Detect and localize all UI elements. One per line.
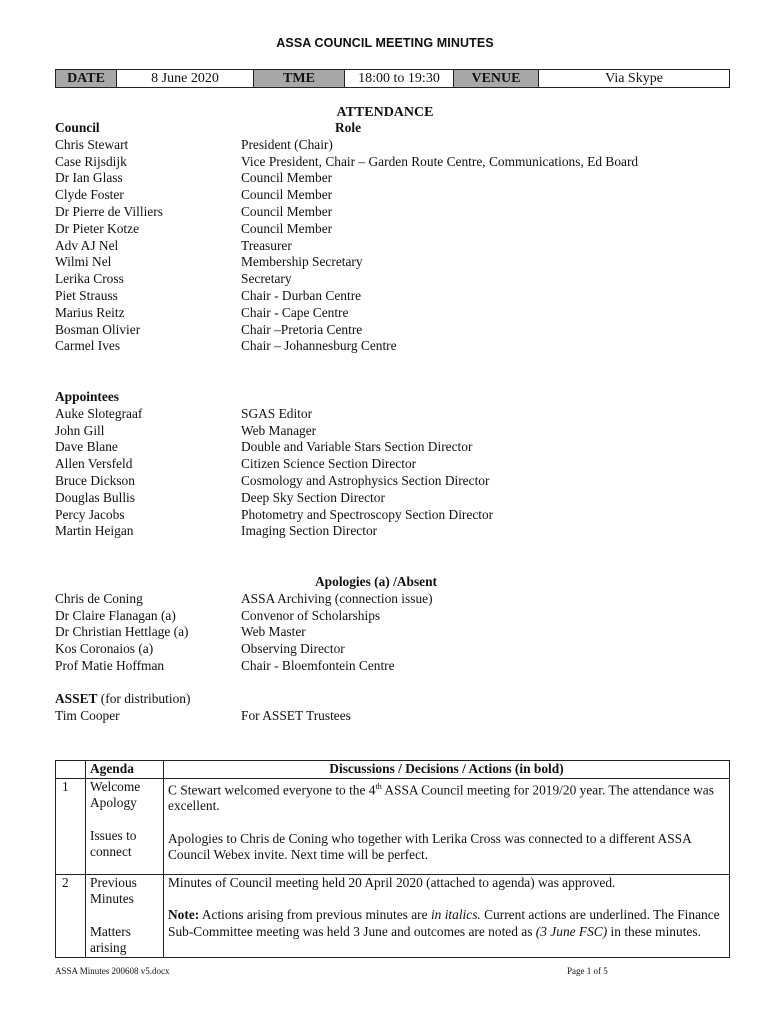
appointees-heading: Appointees bbox=[55, 389, 119, 404]
previous-minutes-text: Minutes of Council meeting held 20 April 2020 (attached to agenda) was approved. bbox=[168, 874, 616, 890]
appointee-role: Double and Variable Stars Section Director bbox=[241, 439, 473, 455]
council-member-role: Council Member bbox=[241, 170, 333, 186]
appointee-row bbox=[55, 423, 735, 440]
council-member-row bbox=[55, 338, 735, 355]
time-value: 18:00 to 19:30 bbox=[345, 70, 454, 88]
appointee-name: John Gill bbox=[55, 422, 105, 438]
appointee-row bbox=[55, 507, 735, 524]
appointee-name: Douglas Bullis bbox=[55, 489, 135, 505]
council-member-name: Case Rijsdijk bbox=[55, 153, 127, 169]
council-member-name: Carmel Ives bbox=[55, 338, 121, 354]
appointee-role: SGAS Editor bbox=[241, 405, 313, 421]
council-member-name: Chris Stewart bbox=[55, 136, 129, 152]
council-member-row bbox=[55, 288, 735, 305]
appointee-role: Web Manager bbox=[241, 422, 317, 438]
agenda-table bbox=[55, 760, 730, 958]
apology-name: Dr Christian Hettlage (a) bbox=[55, 624, 189, 640]
time-label: TME bbox=[254, 70, 345, 88]
council-member-role: Council Member bbox=[241, 220, 333, 236]
asset-heading-note: (for distribution) bbox=[97, 691, 191, 706]
date-value: 8 June 2020 bbox=[117, 70, 254, 88]
agenda-topic-issues: Issues to connect bbox=[90, 827, 137, 859]
council-member-name: Wilmi Nel bbox=[55, 254, 112, 270]
appointee-row bbox=[55, 439, 735, 456]
agenda-row-1 bbox=[56, 778, 730, 874]
appointee-role: Deep Sky Section Director bbox=[241, 489, 385, 505]
appointee-row bbox=[55, 406, 735, 423]
apology-row bbox=[55, 591, 735, 608]
council-member-role: Chair –Pretoria Centre bbox=[241, 321, 363, 337]
asset-section bbox=[55, 691, 735, 725]
council-member-name: Clyde Foster bbox=[55, 187, 124, 203]
appointees-section bbox=[55, 389, 735, 540]
appointee-name: Allen Versfeld bbox=[55, 456, 133, 472]
agenda-item-number: 2 bbox=[56, 874, 86, 957]
council-member-role: Council Member bbox=[241, 187, 333, 203]
role-heading: Role bbox=[335, 120, 362, 135]
appointee-name: Percy Jacobs bbox=[55, 506, 125, 522]
venue-value: Via Skype bbox=[539, 70, 730, 88]
council-member-role: Treasurer bbox=[241, 237, 292, 253]
council-list bbox=[55, 137, 735, 355]
council-member-row bbox=[55, 254, 735, 271]
apology-role: Observing Director bbox=[241, 641, 345, 657]
appointee-row bbox=[55, 490, 735, 507]
appointee-name: Auke Slotegraaf bbox=[55, 405, 143, 421]
appointee-name: Bruce Dickson bbox=[55, 472, 135, 488]
council-member-name: Adv AJ Nel bbox=[55, 237, 119, 253]
appointee-name: Dave Blane bbox=[55, 439, 118, 455]
council-member-row bbox=[55, 204, 735, 221]
council-member-name: Piet Strauss bbox=[55, 287, 118, 303]
apologies-text: Apologies to Chris de Coning who together with Lerika Cross was connected to a different ASSA Council Webex invite. Next time will be perfect. bbox=[168, 830, 692, 863]
apology-row bbox=[55, 658, 735, 675]
council-member-name: Dr Pieter Kotze bbox=[55, 220, 140, 236]
document-title: ASSA COUNCIL MEETING MINUTES bbox=[276, 36, 494, 50]
apology-row bbox=[55, 608, 735, 625]
agenda-column-header: Agenda bbox=[86, 761, 164, 779]
asset-name: Tim Cooper bbox=[55, 707, 120, 723]
council-member-row bbox=[55, 271, 735, 288]
council-member-row bbox=[55, 221, 735, 238]
apology-role: Chair - Bloemfontein Centre bbox=[241, 657, 395, 673]
venue-label: VENUE bbox=[454, 70, 539, 88]
council-member-role: Chair - Cape Centre bbox=[241, 304, 349, 320]
council-member-role: Chair - Durban Centre bbox=[241, 287, 362, 303]
apology-name: Kos Coronaios (a) bbox=[55, 641, 154, 657]
appointee-row bbox=[55, 523, 735, 540]
apology-row bbox=[55, 641, 735, 658]
asset-role: For ASSET Trustees bbox=[241, 707, 351, 723]
footer-filename: ASSA Minutes 200608 v5.docx bbox=[55, 966, 170, 976]
council-member-role: Council Member bbox=[241, 203, 333, 219]
apologies-section bbox=[55, 574, 735, 675]
council-member-role: Secretary bbox=[241, 271, 292, 287]
council-member-row bbox=[55, 187, 735, 204]
appointee-role: Photometry and Spectroscopy Section Director bbox=[241, 506, 494, 522]
council-member-role: President (Chair) bbox=[241, 136, 333, 152]
council-member-row bbox=[55, 305, 735, 322]
matters-arising-note: Note: Actions arising from previous minutes are in italics. Current actions are underlined. The Finance Sub-Committee meeting was held 3 June and outcomes are noted as (3 June FSC) in these minutes. bbox=[168, 907, 720, 939]
council-member-name: Bosman Olivier bbox=[55, 321, 141, 337]
apology-role: Convenor of Scholarships bbox=[241, 607, 381, 623]
council-member-row bbox=[55, 170, 735, 187]
appointee-row bbox=[55, 473, 735, 490]
appointee-role: Citizen Science Section Director bbox=[241, 456, 417, 472]
attendance-title: ATTENDANCE bbox=[336, 105, 434, 120]
apology-name: Prof Matie Hoffman bbox=[55, 657, 165, 673]
welcome-text: C Stewart welcomed everyone to the 4th ASSA Council meeting for 2019/20 year. The attendance was excellent. bbox=[168, 781, 714, 814]
apology-name: Dr Claire Flanagan (a) bbox=[55, 607, 176, 623]
apology-role: Web Master bbox=[241, 624, 306, 640]
council-member-role: Membership Secretary bbox=[241, 254, 363, 270]
council-member-name: Dr Ian Glass bbox=[55, 170, 123, 186]
asset-heading: ASSET bbox=[55, 691, 98, 706]
apology-row bbox=[55, 624, 735, 641]
council-member-role: Chair – Johannesburg Centre bbox=[241, 338, 397, 354]
council-section bbox=[55, 120, 735, 355]
council-member-name: Dr Pierre de Villiers bbox=[55, 203, 163, 219]
date-label: DATE bbox=[56, 70, 117, 88]
council-member-role: Vice President, Chair – Garden Route Centre, Communications, Ed Board bbox=[241, 153, 639, 169]
council-member-row bbox=[55, 137, 735, 154]
council-member-name: Lerika Cross bbox=[55, 271, 124, 287]
council-heading: Council bbox=[55, 120, 100, 135]
appointees-list bbox=[55, 406, 735, 540]
apology-name: Chris de Coning bbox=[55, 590, 143, 606]
agenda-topic-welcome: Welcome bbox=[90, 778, 141, 794]
council-member-row bbox=[55, 238, 735, 255]
agenda-row-2 bbox=[56, 874, 730, 957]
footer-page-number: Page 1 of 5 bbox=[567, 966, 608, 976]
appointee-name: Martin Heigan bbox=[55, 523, 134, 539]
council-member-name: Marius Reitz bbox=[55, 304, 125, 320]
agenda-item-number: 1 bbox=[56, 778, 86, 874]
discussion-column-header: Discussions / Decisions / Actions (in bold) bbox=[164, 761, 730, 779]
appointee-row bbox=[55, 456, 735, 473]
agenda-topic-apology: Apology bbox=[90, 795, 137, 810]
apology-role: ASSA Archiving (connection issue) bbox=[241, 590, 433, 606]
agenda-topic-previous-minutes: Previous Minutes bbox=[90, 874, 137, 907]
agenda-header-row bbox=[56, 761, 730, 779]
agenda-topic-matters-arising: Matters arising bbox=[90, 923, 131, 956]
appointee-role: Cosmology and Astrophysics Section Director bbox=[241, 472, 490, 488]
appointee-role: Imaging Section Director bbox=[241, 523, 378, 539]
council-member-row bbox=[55, 322, 735, 339]
meeting-header-table bbox=[55, 69, 730, 88]
apologies-list bbox=[55, 591, 735, 675]
apologies-heading: Apologies (a) /Absent bbox=[315, 574, 438, 589]
council-member-row bbox=[55, 154, 735, 171]
